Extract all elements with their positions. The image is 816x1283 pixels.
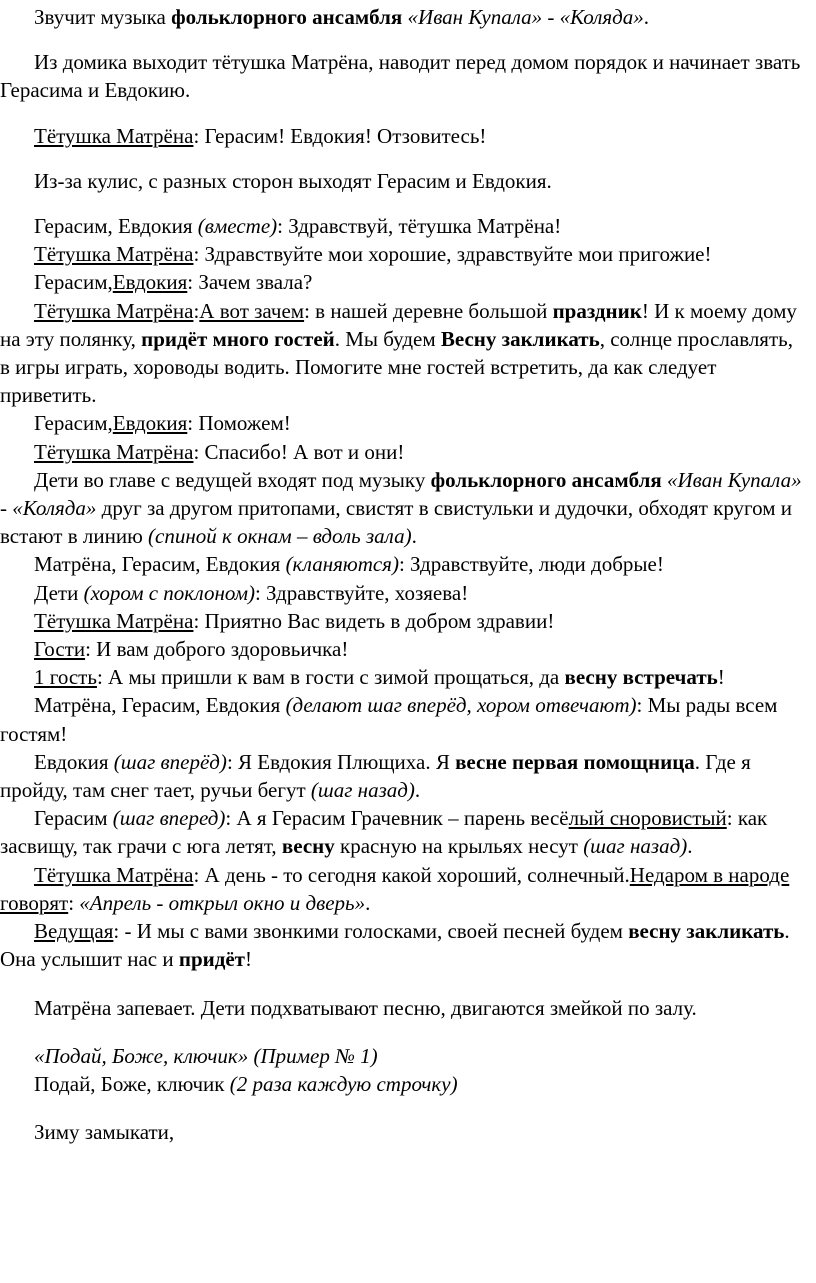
speaker-name: Евдокия	[112, 270, 188, 295]
dialogue-text: : А день - то сегодня какой хороший, солнечный.	[193, 862, 630, 887]
text-run: Звучит музыка	[34, 5, 172, 29]
italic-text: (вместе)	[197, 214, 278, 239]
dialogue-text: : Герасим! Евдокия! Отзовитесь!	[193, 123, 487, 148]
paragraph-dialogue	[0, 748, 806, 804]
paragraph-dialogue	[0, 122, 806, 150]
paragraph-dialogue	[0, 297, 806, 410]
paragraph-stage-direction: Из домика выходит тётушка Матрёна, наводит перед домом порядок и начинает звать Герасима и Евдокию.	[0, 50, 801, 103]
speaker-name: Евдокия	[112, 411, 188, 436]
paragraph-dialogue	[0, 917, 806, 973]
dialogue-text: !	[244, 947, 252, 972]
italic-text: (кланяются)	[285, 552, 399, 577]
italic-text: (2 раза каждую строчку)	[229, 1071, 458, 1096]
paragraph-intro-music	[0, 3, 806, 31]
speaker-name: Тётушка Матрёна	[34, 439, 194, 464]
dialogue-text: : И вам доброго здоровьичка!	[85, 637, 349, 662]
speaker-name: Ведущая	[34, 919, 114, 944]
dialogue-text: : как засвищу, так грачи с юга летят,	[0, 806, 768, 859]
paragraph-stage-direction: Матрёна запевает. Дети подхватывают песню, двигаются змейкой по залу.	[34, 995, 697, 1020]
italic-text: (спиной к окнам – вдоль зала)	[148, 524, 412, 549]
bold-text: фольклорного ансамбля	[171, 5, 403, 29]
italic-text: (хором с поклоном)	[83, 580, 255, 605]
dialogue-text: ! И к моему дому на эту полянку,	[0, 298, 797, 351]
italic-text: (шаг вперёд)	[113, 749, 227, 774]
dialogue-text: !	[717, 665, 725, 690]
underlined-text: А вот зачем	[199, 298, 305, 323]
speaker-name: Герасим,	[34, 270, 113, 295]
dialogue-text: : - И мы с вами звонкими голосками, своей песней будем	[113, 919, 629, 944]
speaker-name: Гости	[34, 637, 86, 662]
bold-text: весне первая помощница	[455, 749, 695, 774]
dialogue-text: . Она услышит нас и	[0, 919, 790, 972]
italic-text: «Иван Купала» - «Коляда»	[407, 5, 644, 29]
bold-text: весну	[281, 834, 335, 859]
speaker-name: Тётушка Матрёна	[34, 298, 194, 323]
paragraph-dialogue	[0, 804, 806, 860]
dialogue-text: : Здравствуйте мои хорошие, здравствуйте мои пригожие!	[193, 242, 712, 267]
paragraph-dialogue	[0, 268, 806, 296]
paragraph-dialogue	[0, 691, 806, 747]
speaker-name: Герасим, Евдокия	[34, 214, 198, 239]
dialogue-text: : в нашей деревне большой	[304, 298, 553, 323]
dialogue-text: : Я Евдокия Плющиха. Я	[226, 749, 456, 774]
bold-text: весну закликать	[628, 919, 785, 944]
text-run: Подай, Боже, ключик	[34, 1071, 230, 1096]
dialogue-text: : А мы пришли к вам в гости с зимой прощаться, да	[96, 665, 565, 690]
italic-text: (шаг вперед)	[112, 806, 226, 831]
bold-text: праздник	[552, 298, 642, 323]
dialogue-text: : Приятно Вас видеть в добром здравии!	[193, 608, 555, 633]
dialogue-text: .	[414, 778, 421, 803]
dialogue-text: : Здравствуйте, хозяева!	[254, 580, 469, 605]
dialogue-text: .	[687, 834, 693, 859]
dialogue-text: : Поможем!	[187, 411, 291, 436]
song-line: Зиму замыкати,	[34, 1120, 175, 1145]
speaker-name: Герасим,	[34, 411, 113, 436]
dialogue-text: , солнце прославлять, в игры играть, хороводы водить. Помогите мне гостей встретить, да как следует приветить.	[0, 326, 793, 408]
bold-text: Весну закликать	[440, 326, 600, 351]
italic-text: (шаг назад)	[310, 778, 415, 803]
speaker-name: Герасим	[34, 806, 113, 831]
bold-text: фольклорного ансамбля	[430, 467, 662, 492]
dialogue-text: : А я Герасим Грачевник – парень весё	[225, 806, 569, 831]
paragraph-dialogue	[0, 663, 806, 691]
speaker-name: Евдокия	[34, 749, 114, 774]
paragraph-dialogue	[0, 635, 806, 663]
dialogue-text: . Где я пройду, там снег тает, ручьи бегут	[0, 749, 751, 803]
dialogue-text: : Спасибо! А вот и они!	[193, 439, 405, 464]
speaker-name: 1 гость	[34, 665, 97, 690]
italic-text: «Апрель - открыл окно и дверь»	[79, 890, 366, 915]
speaker-name: Тётушка Матрёна	[34, 123, 194, 148]
song-line	[0, 1070, 806, 1098]
speaker-name: Дети	[34, 580, 84, 605]
paragraph-dialogue	[0, 579, 806, 607]
speaker-name: Тётушка Матрёна	[34, 242, 194, 267]
paragraph-dialogue	[0, 240, 806, 268]
speaker-name: Тётушка Матрёна	[34, 862, 194, 887]
dialogue-text: красную на крыльях несут	[334, 834, 584, 859]
dialogue-text: : Здравствуй, тётушка Матрёна!	[277, 214, 562, 239]
italic-text: «Подай, Боже, ключик» (Пример № 1)	[34, 1043, 378, 1068]
speaker-name: Тётушка Матрёна	[34, 608, 194, 633]
italic-text: (шаг назад)	[583, 834, 688, 859]
text-run: Дети во главе с ведущей входят под музыку	[34, 467, 431, 492]
dialogue-text: : Здравствуйте, люди добрые!	[398, 552, 664, 577]
bold-text: придёт много гостей	[141, 326, 335, 351]
underlined-text: Недаром в народе говорят	[0, 862, 790, 915]
dialogue-text: : Мы рады всем гостям!	[0, 693, 778, 746]
bold-text: весну встречать	[564, 665, 718, 690]
paragraph-dialogue	[0, 409, 806, 437]
dialogue-text: . Мы будем	[334, 326, 441, 351]
paragraph-dialogue	[0, 438, 806, 466]
paragraph-stage-direction	[0, 466, 806, 551]
speaker-name: Матрёна, Герасим, Евдокия	[34, 552, 286, 577]
dialogue-text: .	[365, 890, 371, 915]
italic-text: (делают шаг вперёд, хором отвечают)	[285, 693, 637, 718]
italic-text: «Иван Купала» - «Коляда»	[0, 467, 802, 521]
paragraph-dialogue	[0, 861, 806, 917]
paragraph-dialogue	[0, 607, 806, 635]
text-run: .	[411, 524, 417, 549]
text-run: .	[643, 5, 650, 29]
dialogue-text: : Зачем звала?	[187, 270, 313, 295]
text-run: :	[193, 298, 200, 323]
paragraph-dialogue	[0, 212, 806, 240]
song-title	[0, 1042, 806, 1070]
bold-text: придёт	[178, 947, 245, 972]
underlined-text: лый сноровистый	[568, 806, 727, 831]
dialogue-text: :	[68, 890, 80, 915]
text-run: друг за другом притопами, свистят в свистульки и дудочки, обходят кругом и встают в линию	[0, 496, 793, 549]
paragraph-dialogue	[0, 550, 806, 578]
speaker-name: Матрёна, Герасим, Евдокия	[34, 693, 286, 718]
paragraph-stage-direction: Из-за кулис, с разных сторон выходят Герасим и Евдокия.	[34, 168, 552, 193]
